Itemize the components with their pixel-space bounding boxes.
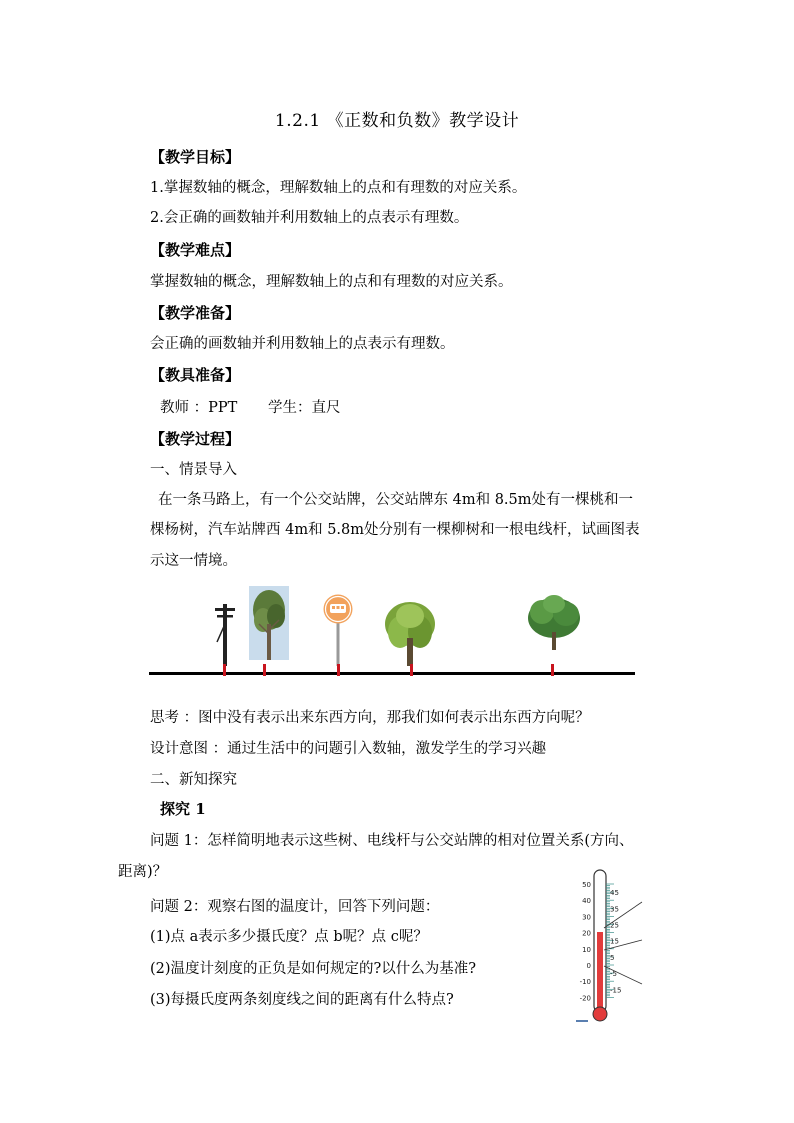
objective-2: 2.会正确的画数轴并利用数轴上的点表示有理数。 (150, 210, 469, 226)
right-scale-label: -5 (610, 970, 617, 979)
right-scale-label: 5 (610, 953, 615, 962)
question-1-line-2: 距离)？ (118, 864, 168, 880)
prep-text: 会正确的画数轴并利用数轴上的点表示有理数。 (150, 336, 455, 352)
peach-tree-icon (526, 592, 582, 650)
sub-question-1: (1)点 a表示多少摄氏度？点 b呢？点 c呢？ (150, 929, 428, 945)
left-scale-label: 50 (582, 881, 591, 889)
intent-text: 设计意图 ：通过生活中的问题引入数轴，激发学生的学习兴趣 (150, 741, 547, 757)
left-scale-label: 30 (582, 913, 591, 922)
bus-stop-tick (337, 664, 340, 676)
difficulty-heading: 【教学难点】 (150, 241, 241, 259)
right-scale-label: 35 (610, 905, 619, 914)
right-scale-label: -15 (610, 986, 622, 995)
question-2: 问题 2：观察右图的温度计，回答下列问题： (150, 899, 440, 915)
thermometer-right-labels (610, 889, 621, 994)
poplar-tree-icon (249, 586, 289, 660)
process-heading: 【教学过程】 (150, 430, 241, 448)
objective-1: 1.掌握数轴的概念，理解数轴上的点和有理数的对应关系。 (150, 180, 527, 196)
thermometer-mercury (597, 932, 603, 1014)
left-scale-label: 0 (586, 962, 591, 970)
left-scale-label: 40 (582, 897, 591, 906)
bus-stop-sign-icon (322, 594, 354, 666)
left-scale-label: -20 (579, 994, 591, 1003)
left-scale-label: 20 (582, 929, 591, 938)
thermometer-figure (572, 866, 652, 1028)
part1-heading: 一、情景导入 (150, 462, 237, 478)
peach-tick (551, 664, 554, 676)
pole-tick (223, 664, 226, 676)
scene-line-3: 示这一情境。 (150, 553, 237, 569)
willow-tree-icon (383, 598, 437, 666)
tools-heading: 【教具准备】 (150, 366, 241, 384)
road-line (149, 672, 635, 675)
thermometer-left-labels (580, 881, 591, 1002)
difficulty-text: 掌握数轴的概念，理解数轴上的点和有理数的对应关系。 (150, 274, 513, 290)
question-1-line-1: 问题 1：怎样简明地表示这些树、电线杆与公交站牌的相对位置关系(方向、 (150, 833, 634, 849)
utility-pole-icon (212, 602, 238, 666)
left-scale-label: 10 (582, 945, 591, 954)
right-scale-label: 15 (610, 937, 619, 946)
tools-teacher: 教师 ：PPT (160, 400, 238, 416)
right-scale-label: 45 (610, 889, 619, 898)
sub-question-2: (2)温度计刻度的正负是如何规定的?以什么为基准? (150, 961, 477, 977)
scene-line-1: 在一条马路上，有一个公交站牌，公交站牌东 4m和 8.5m处有一棵桃和一 (158, 492, 633, 508)
poplar-tick (263, 664, 266, 676)
right-scale-label: 25 (610, 921, 619, 930)
scene-line-2: 棵杨树，汽车站牌西 4m和 5.8m处分别有一棵柳树和一根电线杆，试画图表 (150, 522, 640, 538)
think-text: 思考 ：图中没有表示出来东西方向，那我们如何表示出东西方向呢？ (150, 710, 590, 726)
left-scale-label: -10 (579, 978, 591, 987)
part2-heading: 二、新知探究 (150, 772, 237, 788)
thermometer-bulb (593, 1007, 607, 1021)
explore-heading: 探究 1 (160, 800, 206, 818)
sub-question-3: (3)每摄氏度两条刻度线之间的距离有什么特点? (150, 992, 454, 1008)
prep-heading: 【教学准备】 (150, 304, 241, 322)
objectives-heading: 【教学目标】 (150, 148, 241, 166)
tools-student: 学生：直尺 (268, 400, 341, 416)
willow-tick (410, 664, 413, 676)
page-title: 1.2.1 《正数和负数》教学设计 (274, 111, 520, 131)
